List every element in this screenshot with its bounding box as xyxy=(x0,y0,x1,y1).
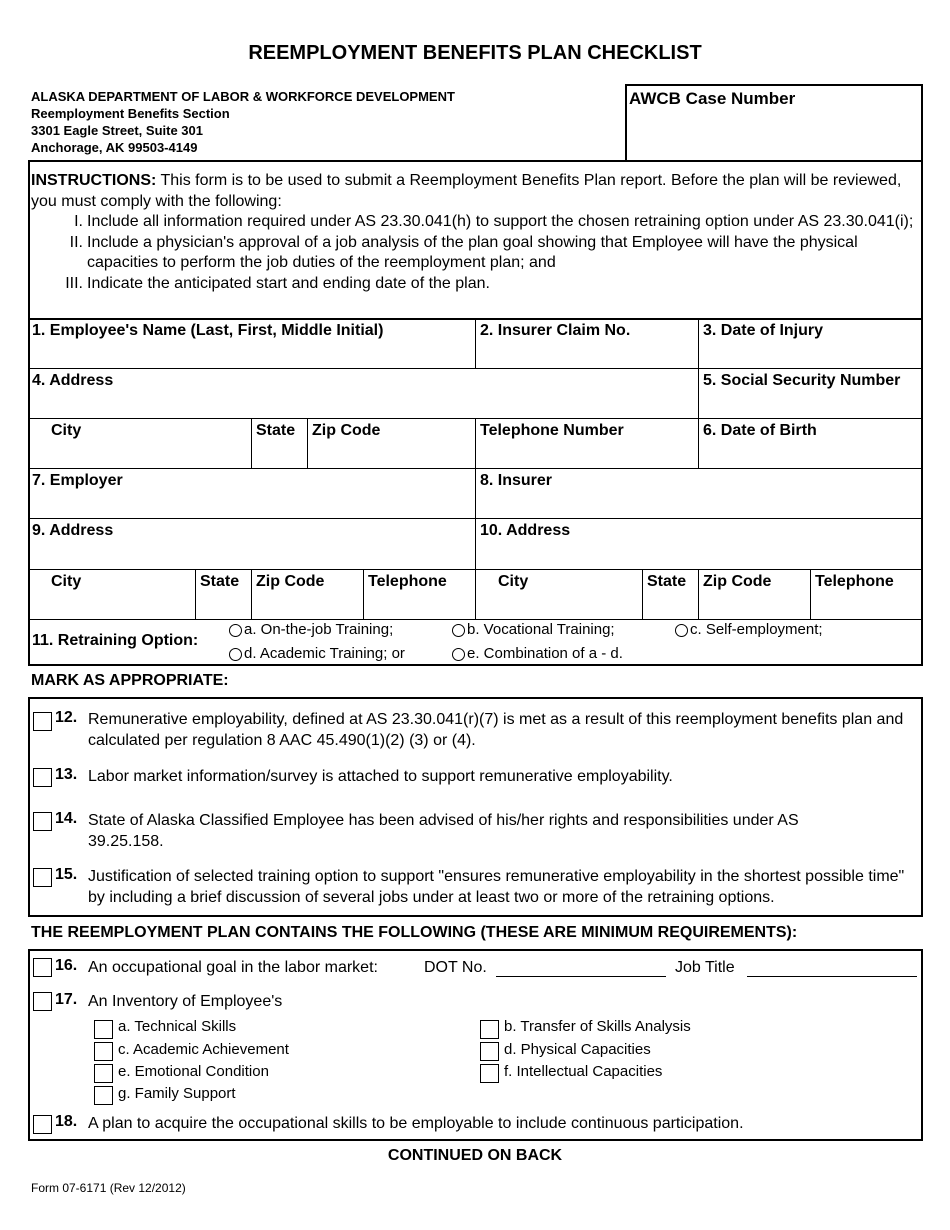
zip-label: Zip Code xyxy=(312,422,381,439)
job-title-field[interactable] xyxy=(747,976,917,977)
item-12-text: Remunerative employability, defined at AS 23.30.041(r)(7) is met as a result of this reemployment benefits plan and calculated per regulation 8 AAC 45.490(1)(2) (3) or (4). xyxy=(88,711,904,749)
retraining-option-label: 11. Retraining Option: xyxy=(32,632,199,649)
state-label: State xyxy=(256,422,296,439)
subitem-physical-capacities: d. Physical Capacities xyxy=(504,1041,651,1058)
item-14-text: State of Alaska Classified Employee has been advised of his/her rights and responsibilities under AS 39.25.158. xyxy=(88,812,799,850)
item-17-number: 17. xyxy=(55,991,78,1008)
employer-city-label: City xyxy=(51,573,82,590)
checkbox-17c[interactable] xyxy=(94,1042,113,1061)
employer-zip-label: Zip Code xyxy=(256,573,325,590)
grid-line xyxy=(251,569,252,620)
insurer-label: 8. Insurer xyxy=(480,472,553,489)
employer-state-label: State xyxy=(200,573,240,590)
case-box-top xyxy=(625,84,923,86)
checkbox-17e[interactable] xyxy=(94,1064,113,1083)
subitem-family-support: g. Family Support xyxy=(118,1085,236,1102)
insurer-zip-label: Zip Code xyxy=(703,573,772,590)
item-13-text: Labor market information/survey is attached to support remunerative employability. xyxy=(88,768,673,785)
agency-section: Reemployment Benefits Section xyxy=(31,106,230,121)
item-18-number: 18. xyxy=(55,1113,78,1130)
checkbox-17b[interactable] xyxy=(480,1020,499,1039)
option-combination: e. Combination of a - d. xyxy=(467,645,623,662)
checkbox-16[interactable] xyxy=(33,958,52,977)
grid-line xyxy=(475,318,476,369)
insurer-telephone-label: Telephone xyxy=(815,573,894,590)
item-16-number: 16. xyxy=(55,957,78,974)
top-right-border xyxy=(921,84,923,320)
continued-on-back: CONTINUED ON BACK xyxy=(387,1147,563,1164)
address-label: 4. Address xyxy=(32,372,114,389)
radio-combination[interactable] xyxy=(452,648,465,661)
option-academic: d. Academic Training; or xyxy=(244,645,405,662)
dob-label: 6. Date of Birth xyxy=(703,422,817,439)
insurer-state-label: State xyxy=(647,573,687,590)
checkbox-17[interactable] xyxy=(33,992,52,1011)
subitem-emotional-condition: e. Emotional Condition xyxy=(118,1063,269,1080)
item-14-number: 14. xyxy=(55,810,78,827)
grid-line xyxy=(195,569,196,620)
option-self-employment: c. Self-employment; xyxy=(690,621,823,638)
city-label: City xyxy=(51,422,82,439)
item-12-number: 12. xyxy=(55,709,78,726)
agency-city: Anchorage, AK 99503-4149 xyxy=(31,140,198,155)
item-18-text: A plan to acquire the occupational skills to be employable to include continuous participation. xyxy=(88,1115,744,1132)
grid-line xyxy=(251,418,252,469)
checkbox-17d[interactable] xyxy=(480,1042,499,1061)
checkbox-18[interactable] xyxy=(33,1115,52,1134)
grid-line xyxy=(475,418,476,620)
agency-name: ALASKA DEPARTMENT OF LABOR & WORKFORCE DEVELOPMENT xyxy=(31,89,455,104)
insurer-address-label: 10. Address xyxy=(480,522,571,539)
checkbox-17f[interactable] xyxy=(480,1064,499,1083)
option-on-the-job: a. On-the-job Training; xyxy=(244,621,394,638)
instr-left-border xyxy=(28,160,30,320)
plan-heading: THE REEMPLOYMENT PLAN CONTAINS THE FOLLOWING (THESE ARE MINIMUM REQUIREMENTS): xyxy=(31,924,798,941)
instruction-item: I. Include all information required under AS 23.30.041(h) to support the chosen retraining option under AS 23.30.041(i); xyxy=(74,213,914,230)
dot-no-field[interactable] xyxy=(496,976,666,977)
checkbox-17a[interactable] xyxy=(94,1020,113,1039)
instructions xyxy=(31,171,921,294)
checkbox-13[interactable] xyxy=(33,768,52,787)
header-divider xyxy=(28,160,923,162)
insurer-claim-label: 2. Insurer Claim No. xyxy=(480,322,631,339)
employer-telephone-label: Telephone xyxy=(368,573,447,590)
case-number-field[interactable] xyxy=(632,113,916,155)
agency-address xyxy=(31,88,455,156)
grid-line xyxy=(698,318,699,469)
subitem-intellectual-capacities: f. Intellectual Capacities xyxy=(504,1063,663,1080)
form-title: REEMPLOYMENT BENEFITS PLAN CHECKLIST xyxy=(248,42,702,64)
radio-self-employment[interactable] xyxy=(675,624,688,637)
telephone-number-label: Telephone Number xyxy=(480,422,624,439)
item-15-number: 15. xyxy=(55,866,78,883)
instruction-item: III. Indicate the anticipated start and ending date of the plan. xyxy=(65,274,490,292)
item-17-text: An Inventory of Employee's xyxy=(88,993,283,1010)
grid-line xyxy=(642,569,643,620)
checkbox-14[interactable] xyxy=(33,812,52,831)
employer-label: 7. Employer xyxy=(32,472,123,489)
instruction-item: II. Include a physician's approval of a job analysis of the plan goal showing that Employee will have the physical capacities to perform the job duties of the reemployment plan; and xyxy=(69,233,858,271)
radio-academic[interactable] xyxy=(229,648,242,661)
item-16-text: An occupational goal in the labor market: xyxy=(88,959,378,976)
radio-on-the-job[interactable] xyxy=(229,624,242,637)
subitem-transfer-of-skills: b. Transfer of Skills Analysis xyxy=(504,1018,691,1035)
subitem-technical-skills: a. Technical Skills xyxy=(118,1018,237,1035)
employee-name-label: 1. Employee's Name (Last, First, Middle Initial) xyxy=(32,322,384,339)
insurer-city-label: City xyxy=(498,573,529,590)
grid-line xyxy=(698,569,699,620)
subitem-academic-achievement: c. Academic Achievement xyxy=(118,1041,289,1058)
employer-address-label: 9. Address xyxy=(32,522,114,539)
checkbox-15[interactable] xyxy=(33,868,52,887)
job-title-label: Job Title xyxy=(675,959,735,976)
agency-street: 3301 Eagle Street, Suite 301 xyxy=(31,123,203,138)
instructions-intro: This form is to be used to submit a Reemployment Benefits Plan report. Before the plan will be reviewed, you must comply with the following: xyxy=(31,172,902,210)
checkbox-12[interactable] xyxy=(33,712,52,731)
date-of-injury-label: 3. Date of Injury xyxy=(703,322,824,339)
case-number-label: AWCB Case Number xyxy=(629,89,796,108)
grid-line xyxy=(363,569,364,620)
dot-no-label: DOT No. xyxy=(424,959,487,976)
item-13-number: 13. xyxy=(55,766,78,783)
grid-line xyxy=(810,569,811,620)
case-box-left xyxy=(625,84,627,161)
form-number: Form 07-6171 (Rev 12/2012) xyxy=(31,1181,186,1195)
checkbox-17g[interactable] xyxy=(94,1086,113,1105)
mark-heading: MARK AS APPROPRIATE: xyxy=(31,672,229,689)
radio-vocational[interactable] xyxy=(452,624,465,637)
item-15-text: Justification of selected training option to support "ensures remunerative employability in the shortest possible time" by including a brief discussion of several jobs under at least two or more of the retraining options. xyxy=(88,868,905,906)
option-vocational: b. Vocational Training; xyxy=(467,621,615,638)
ssn-label: 5. Social Security Number xyxy=(703,372,901,389)
instructions-heading: INSTRUCTIONS: xyxy=(31,172,157,189)
grid-line xyxy=(307,418,308,469)
